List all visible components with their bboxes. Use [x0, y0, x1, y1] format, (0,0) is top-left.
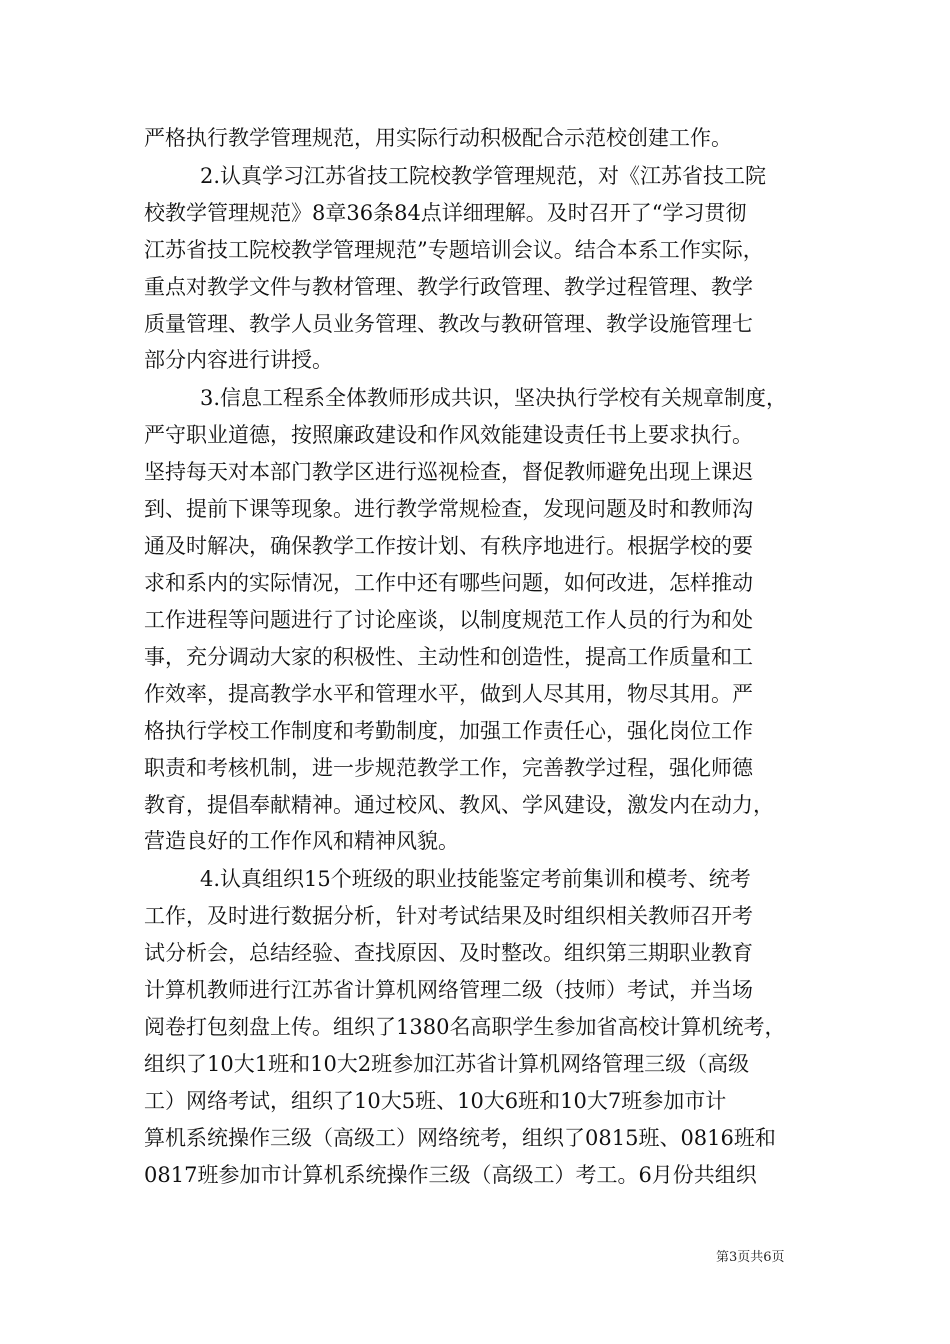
- text-line: 试分析会，总结经验、查找原因、及时整改。组织第三期职业教育: [144, 941, 753, 965]
- text-line: 阅卷打包刻盘上传。组织了1380名高职学生参加省高校计算机统考，: [144, 1015, 786, 1039]
- text-line: 计算机教师进行江苏省计算机网络管理二级（技师）考试，并当场: [144, 978, 753, 1002]
- text-line: 4.认真组织15个班级的职业技能鉴定考前集训和模考、统考: [200, 867, 751, 891]
- text-line: 作效率，提高教学水平和管理水平，做到人尽其用，物尽其用。严: [144, 682, 753, 706]
- text-line: 组织了10大1班和10大2班参加江苏省计算机网络管理三级（高级: [144, 1052, 750, 1076]
- text-line: 0817班参加市计算机系统操作三级（高级工）考工。6月份共组织: [144, 1163, 757, 1187]
- text-line: 工作，及时进行数据分析，针对考试结果及时组织相关教师召开考: [144, 904, 753, 928]
- text-line: 部分内容进行讲授。: [144, 348, 333, 372]
- text-line: 事，充分调动大家的积极性、主动性和创造性，提高工作质量和工: [144, 645, 753, 669]
- text-line: 求和系内的实际情况，工作中还有哪些问题，如何改进，怎样推动: [144, 571, 753, 595]
- text-line: 算机系统操作三级（高级工）网络统考，组织了0815班、0816班和: [144, 1126, 776, 1150]
- text-line: 重点对教学文件与教材管理、教学行政管理、教学过程管理、教学: [144, 275, 753, 299]
- text-line: 教育，提倡奉献精神。通过校风、教风、学风建设，激发内在动力，: [144, 793, 774, 817]
- text-line: 格执行学校工作制度和考勤制度，加强工作责任心，强化岗位工作: [144, 719, 753, 743]
- text-line: 严守职业道德，按照廉政建设和作风效能建设责任书上要求执行。: [144, 423, 753, 447]
- text-line: 营造良好的工作作风和精神风貌。: [144, 829, 459, 853]
- text-line: 江苏省技工院校教学管理规范”专题培训会议。结合本系工作实际，: [144, 238, 764, 262]
- page-number-footer: 第3页共6页: [716, 1250, 785, 1265]
- text-line: 校教学管理规范》8章36条84点详细理解。及时召开了“学习贯彻: [144, 201, 747, 225]
- text-line: 2.认真学习江苏省技工院校教学管理规范，对《江苏省技工院: [200, 164, 767, 188]
- text-line: 到、提前下课等现象。进行教学常规检查，发现问题及时和教师沟: [144, 497, 753, 521]
- text-line: 3.信息工程系全体教师形成共识，坚决执行学校有关规章制度，: [200, 386, 788, 410]
- text-line: 质量管理、教学人员业务管理、教改与教研管理、教学设施管理七: [144, 312, 753, 336]
- text-line: 坚持每天对本部门教学区进行巡视检查，督促教师避免出现上课迟: [144, 460, 753, 484]
- text-line: 通及时解决，确保教学工作按计划、有秩序地进行。根据学校的要: [144, 534, 753, 558]
- text-line: 严格执行教学管理规范，用实际行动积极配合示范校创建工作。: [144, 126, 732, 150]
- text-line: 工）网络考试，组织了10大5班、10大6班和10大7班参加市计: [144, 1089, 727, 1113]
- text-line: 职责和考核机制，进一步规范教学工作，完善教学过程，强化师德: [144, 756, 753, 780]
- text-line: 工作进程等问题进行了讨论座谈，以制度规范工作人员的行为和处: [144, 608, 753, 632]
